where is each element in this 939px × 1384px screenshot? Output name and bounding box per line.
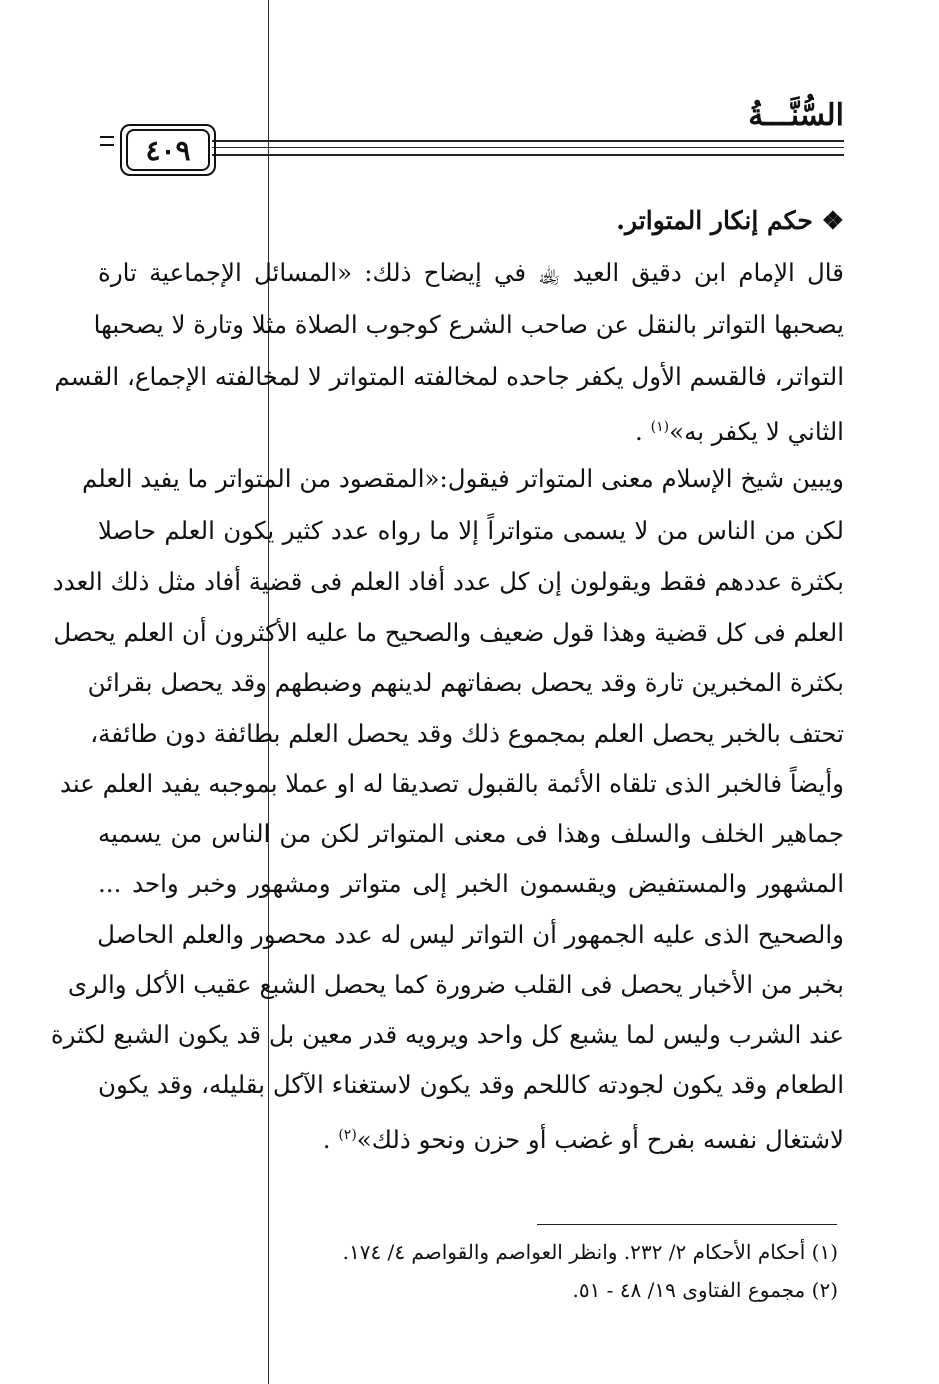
header-rule-middle <box>212 147 844 148</box>
paragraph-line: الطعام وقد يكون لجودته كاللحم وقد يكون لاستغناء الآكل بقليله، وقد يكون <box>98 1070 844 1099</box>
paragraph-line: قال الإمام ابن دقيق العيد ﵀ في إيضاح ذلك: «المسائل الإجماعية تارة <box>98 258 844 287</box>
header-rule-top <box>212 140 844 142</box>
paragraph-line: بكثرة المخبرين تارة وقد يحصل بصفاتهم لدينهم وضبطهم وقد يحصل بقرائن <box>87 668 844 697</box>
paragraph-line: العلم فى كل قضية وهذا قول ضعيف والصحيح ما عليه الأكثرون أن العلم يحصل <box>53 618 844 647</box>
section-heading: ❖ حكم إنكار المتواتر. <box>616 206 844 235</box>
paragraph-line: وأيضاً فالخبر الذى تلقاه الأئمة بالقبول تصديقا له او عملا بموجبه يفيد العلم عند <box>60 769 844 798</box>
paragraph-line: عند الشرب وليس لما يشبع كل واحد ويرويه قدر معين بل قد يكون الشبع لكثرة <box>50 1020 844 1049</box>
header-end-mark <box>100 136 114 152</box>
paragraph-line: تحتف بالخبر يحصل العلم بمجموع ذلك وقد يحصل العلم بطائفة دون طائفة، <box>90 719 844 748</box>
page-number: ٤٠٩ <box>126 129 210 171</box>
paragraph-line: والصحيح الذى عليه الجمهور أن التواتر ليس له عدد محصور والعلم الحاصل <box>97 920 844 949</box>
paragraph-line: يصحبها التواتر بالنقل عن صاحب الشرع كوجوب الصلاة مثلا وتارة لا يصحبها <box>93 310 844 339</box>
paragraph-line-last: الثاني لا يكفر به»$^{(١)}$ . <box>635 417 844 447</box>
paragraph-line-last: لاشتغال نفسه بفرح أو غضب أو حزن ونحو ذلك»$^{(٢)}$ . <box>322 1125 844 1155</box>
footnote-separator <box>537 1224 837 1225</box>
footnote-ref-2: (٢) <box>338 1127 357 1143</box>
footnote-2: (٢) مجموع الفتاوى ١٩/ ٤٨ - ٥١. <box>572 1278 838 1302</box>
paragraph-line-text: لاشتغال نفسه بفرح أو غضب أو حزن ونحو ذلك» <box>356 1125 844 1155</box>
footnote-1: (١) أحكام الأحكام ٢/ ٢٣٢. وانظر العواصم والقواصم ٤/ ١٧٤. <box>342 1240 838 1264</box>
header-rule-bottom <box>212 154 844 156</box>
paragraph-line: بكثرة عددهم فقط ويقولون إن كل عدد أفاد العلم فى قضية أفاد مثل ذلك العدد <box>52 567 844 596</box>
paragraph-line: لكن من الناس من لا يسمى متواتراً إلا ما رواه عدد كثير يكون العلم حاصلا <box>98 516 844 545</box>
paragraph-line: بخبر من الأخبار يحصل فى القلب ضرورة كما يحصل الشبع عقيب الأكل والرى <box>67 970 844 999</box>
footnote-ref-1: (١) <box>650 419 670 435</box>
paragraph-line: جماهير الخلف والسلف وهذا فى معنى المتواتر لكن من الناس من يسميه <box>98 819 844 848</box>
running-header-title: السُّنَّـــةُ <box>748 98 844 133</box>
paragraph-line: التواتر، فالقسم الأول يكفر جاحده لمخالفته المتواتر لا لمخالفته الإجماع، القسم <box>54 362 844 391</box>
paragraph-line-text: الثاني لا يكفر به» <box>669 417 844 447</box>
paragraph-line: المشهور والمستفيض ويقسمون الخبر إلى متواتر ومشهور وخبر واحد ... <box>98 869 844 898</box>
paragraph-line: ويبين شيخ الإسلام معنى المتواتر فيقول:«المقصود من المتواتر ما يفيد العلم <box>82 464 844 493</box>
